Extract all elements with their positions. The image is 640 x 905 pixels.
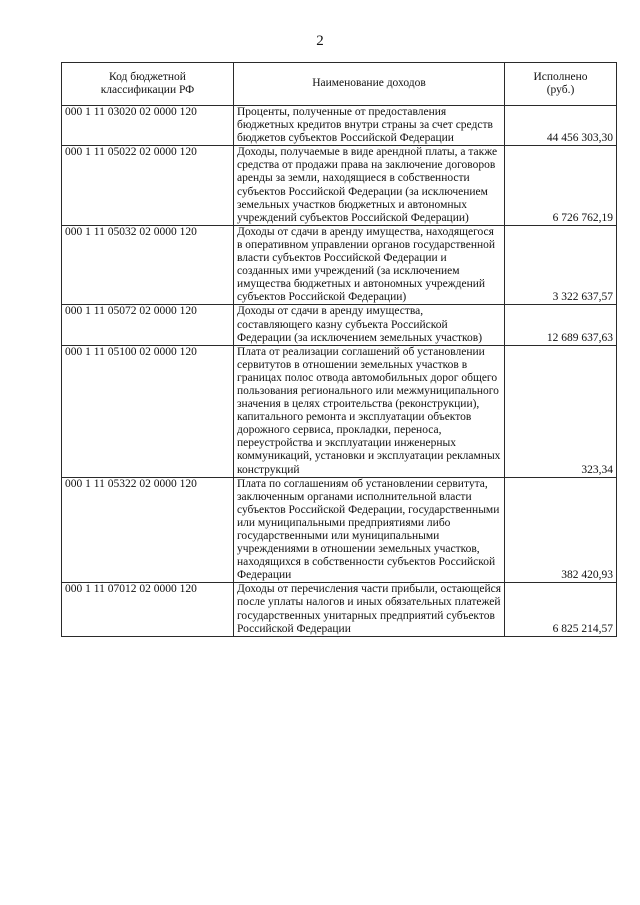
revenue-name-cell: Проценты, полученные от предоставления бюджетных кредитов внутри страны за счет средств бюджетов субъектов Российской Федерации xyxy=(234,106,505,146)
amount-cell: 44 456 303,30 xyxy=(505,106,617,146)
table-row xyxy=(62,345,617,477)
header-name-label: Наименование доходов xyxy=(312,77,426,90)
revenue-name-cell: Плата по соглашениям об установлении сервитута, заключенным органами исполнительной власти субъектов Российской Федерации, государственными или муниципальными предприятиями либо государственными или муниципальными учреждениями в отношении земельных участков, находящихся в собственности субъектов Российской Федерации xyxy=(234,477,505,583)
budget-code-cell: 000 1 11 03020 02 0000 120 xyxy=(62,106,234,146)
header-name-cell xyxy=(234,63,505,106)
amount-cell: 12 689 637,63 xyxy=(505,305,617,345)
revenue-name-cell: Доходы от сдачи в аренду имущества, составляющего казну субъекта Российской Федерации (за исключением земельных участков) xyxy=(234,305,505,345)
amount-cell: 6 825 214,57 xyxy=(505,583,617,636)
table-row xyxy=(62,225,617,305)
table-row xyxy=(62,583,617,636)
budget-code-cell: 000 1 11 05322 02 0000 120 xyxy=(62,477,234,583)
header-code-label: Код бюджетной классификации РФ xyxy=(100,70,195,96)
revenue-name-cell: Доходы от сдачи в аренду имущества, находящегося в оперативном управлении органов государственной власти субъектов Российской Федерации и созданных ими учреждений (за исключением имущества бюджетных и автономных учреждений субъектов Российской Федерации) xyxy=(234,225,505,305)
table-body xyxy=(62,106,617,637)
budget-code-cell: 000 1 11 05100 02 0000 120 xyxy=(62,345,234,477)
budget-code-cell: 000 1 11 05072 02 0000 120 xyxy=(62,305,234,345)
header-code-cell xyxy=(62,63,234,106)
revenue-name-cell: Доходы от перечисления части прибыли, остающейся после уплаты налогов и иных обязательных платежей государственных унитарных предприятий субъектов Российской Федерации xyxy=(234,583,505,636)
amount-cell: 382 420,93 xyxy=(505,477,617,583)
revenue-name-cell: Доходы, получаемые в виде арендной платы, а также средства от продажи права на заключение договоров аренды за земли, находящиеся в собственности субъектов Российской Федерации (за исключением земельных участков бюджетных и автономных учреждений субъектов Российской Федерации) xyxy=(234,146,505,226)
table-row xyxy=(62,106,617,146)
amount-cell: 323,34 xyxy=(505,345,617,477)
budget-code-cell: 000 1 11 07012 02 0000 120 xyxy=(62,583,234,636)
revenue-table xyxy=(61,62,617,637)
amount-cell: 6 726 762,19 xyxy=(505,146,617,226)
page-number: 2 xyxy=(316,33,324,49)
header-amount-cell xyxy=(505,63,617,106)
amount-cell: 3 322 637,57 xyxy=(505,225,617,305)
table-row xyxy=(62,146,617,226)
table-row xyxy=(62,477,617,583)
revenue-name-cell: Плата от реализации соглашений об установлении сервитутов в отношении земельных участков в границах полос отвода автомобильных дорог общего пользования регионального или межмуниципального значения в целях строительства (реконструкции), капитального ремонта и эксплуатации объектов дорожного сервиса, прокладки, переноса, переустройства и эксплуатации инженерных коммуникаций, установки и эксплуатации рекламных конструкций xyxy=(234,345,505,477)
table-row xyxy=(62,305,617,345)
budget-code-cell: 000 1 11 05032 02 0000 120 xyxy=(62,225,234,305)
header-row xyxy=(62,63,617,106)
table-header xyxy=(62,63,617,106)
budget-code-cell: 000 1 11 05022 02 0000 120 xyxy=(62,146,234,226)
header-amount-label: Исполнено (руб.) xyxy=(533,70,588,96)
